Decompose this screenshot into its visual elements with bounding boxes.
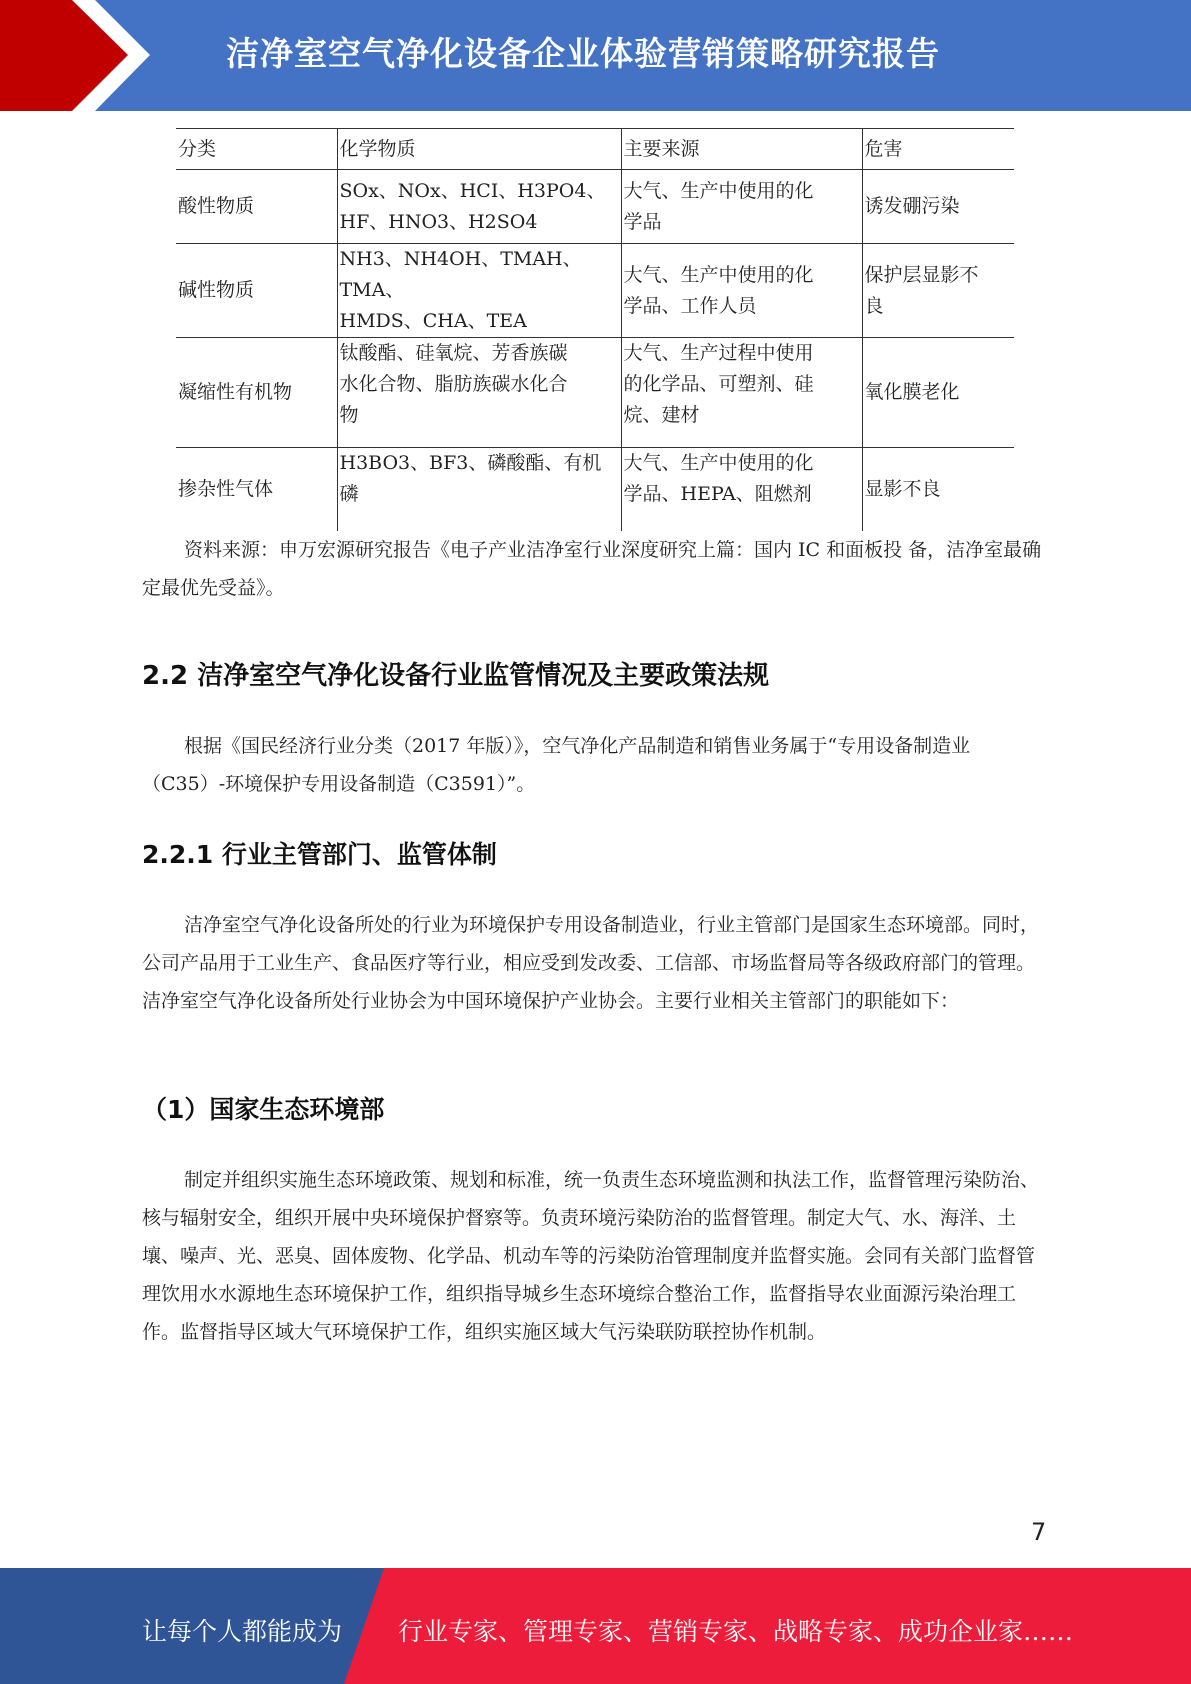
table-cell-chemicals bbox=[337, 170, 621, 244]
table-header-cell: 主要来源 bbox=[621, 129, 862, 170]
table-cell-harm bbox=[862, 448, 1014, 531]
table-header-row bbox=[176, 129, 1014, 170]
cell-line: 水化合物、脂肪族碳水化合 bbox=[339, 373, 568, 395]
cell-line: 钛酸酯、硅氧烷、芳香族碳 bbox=[339, 342, 568, 364]
cell-line: NH3、NH4OH、TMAH、 bbox=[339, 248, 582, 270]
table-cell-source bbox=[621, 338, 862, 448]
cell-line: 诱发硼污染 bbox=[864, 195, 960, 217]
table-header-cell: 分类 bbox=[176, 129, 337, 170]
cell-line: TMA、 bbox=[339, 279, 405, 301]
table-cell-chemicals bbox=[337, 448, 621, 531]
subsection-heading-1: （1）国家生态环境部 bbox=[142, 1095, 385, 1124]
cell-line: 良 bbox=[864, 294, 884, 317]
chemical-pollutant-table bbox=[176, 128, 1014, 531]
table-cell-category: 酸性物质 bbox=[176, 170, 337, 244]
table-row bbox=[176, 338, 1014, 448]
page-footer bbox=[0, 1568, 1191, 1684]
footer-slogan-right: 行业专家、管理专家、营销专家、战略专家、成功企业家…… bbox=[398, 1617, 1074, 1646]
table-cell-chemicals bbox=[337, 338, 621, 448]
table-cell-harm bbox=[862, 170, 1014, 244]
cell-line: 烷、建材 bbox=[623, 404, 700, 426]
cell-line: HF、HNO3、H2SO4 bbox=[339, 210, 538, 233]
table-row bbox=[176, 170, 1014, 244]
cell-line: H3BO3、BF3、磷酸酯、有机 bbox=[339, 452, 602, 474]
table-cell-category: 碱性物质 bbox=[176, 244, 337, 338]
cell-line: 大气、生产中使用的化 bbox=[623, 179, 814, 202]
cell-line: 学品 bbox=[623, 210, 662, 233]
cell-line: 氧化膜老化 bbox=[864, 381, 960, 403]
cell-line: 学品、HEPA、阻燃剂 bbox=[623, 483, 812, 505]
report-title: 洁净室空气净化设备企业体验营销策略研究报告 bbox=[226, 34, 940, 73]
cell-line: 物 bbox=[339, 404, 359, 426]
table-cell-harm bbox=[862, 338, 1014, 448]
cell-line: SOx、NOx、HCI、H3PO4、 bbox=[339, 179, 606, 202]
table-cell-source bbox=[621, 244, 862, 338]
section-heading-2-2: 2.2 洁净室空气净化设备行业监管情况及主要政策法规 bbox=[142, 661, 770, 691]
table-header-cell: 危害 bbox=[862, 129, 1014, 170]
header-arrow-decoration bbox=[0, 0, 160, 111]
cell-line: 大气、生产过程中使用 bbox=[623, 342, 814, 364]
table-cell-category: 掺杂性气体 bbox=[176, 448, 337, 531]
section-2-2-paragraph: 根据《国民经济行业分类（2017 年版）》，空气净化产品制造和销售业务属于“专用设备制造业（C35）-环境保护专用设备制造（C3591）”。 bbox=[142, 735, 971, 795]
table-cell-source bbox=[621, 170, 862, 244]
cell-line: 磷 bbox=[339, 483, 359, 505]
cell-line: 的化学品、可塑剂、硅 bbox=[623, 373, 814, 395]
section-heading-2-2-1: 2.2.1 行业主管部门、监管体制 bbox=[142, 840, 497, 869]
table-cell-chemicals bbox=[337, 244, 621, 338]
page-number: 7 bbox=[1031, 1518, 1047, 1546]
cell-line: 显影不良 bbox=[864, 477, 941, 500]
table-row bbox=[176, 448, 1014, 531]
page-header bbox=[0, 0, 1191, 111]
table-cell-harm bbox=[862, 244, 1014, 338]
footer-slogan-left: 让每个人都能成为 bbox=[142, 1617, 343, 1646]
cell-line: HMDS、CHA、TEA bbox=[339, 310, 527, 332]
table-header-cell: 化学物质 bbox=[337, 129, 621, 170]
table-cell-category: 凝缩性有机物 bbox=[176, 338, 337, 448]
table-row bbox=[176, 244, 1014, 338]
cell-line: 大气、生产中使用的化 bbox=[623, 452, 814, 474]
source-note: 资料来源：申万宏源研究报告《电子产业洁净室行业深度研究上篇：国内 IC 和面板投 备，洁净室最确定最优先受益》。 bbox=[142, 539, 1042, 599]
cell-line: 学品、工作人员 bbox=[623, 294, 757, 317]
cell-line: 大气、生产中使用的化 bbox=[623, 263, 814, 286]
subsection-1-paragraph: 制定并组织实施生态环境政策、规划和标准，统一负责生态环境监测和执法工作，监督管理污染防治、核与辐射安全，组织开展中央环境保护督察等。负责环境污染防治的监督管理。制定大气、水、海洋、土壤、噪声、光、恶臭、固体废物、化学品、机动车等的污染防治管理制度并监督实施。会同有关部门监督管理饮用水水源地生态环境保护工作，组织指导城乡生态环境综合整治工作，监督指导农业面源污染治理工作。监督指导区域大气环境保护工作，组织实施区域大气污染联防联控协作机制。 bbox=[142, 1169, 1040, 1343]
cell-line: 保护层显影不 bbox=[864, 263, 979, 286]
section-2-2-1-paragraph: 洁净室空气净化设备所处的行业为环境保护专用设备制造业，行业主管部门是国家生态环境部。同时，公司产品用于工业生产、食品医疗等行业，相应受到发改委、工信部、市场监督局等各级政府部门的管理。洁净室空气净化设备所处行业协会为中国环境保护产业协会。主要行业相关主管部门的职能如下： bbox=[142, 914, 1040, 1012]
table-cell-source bbox=[621, 448, 862, 531]
